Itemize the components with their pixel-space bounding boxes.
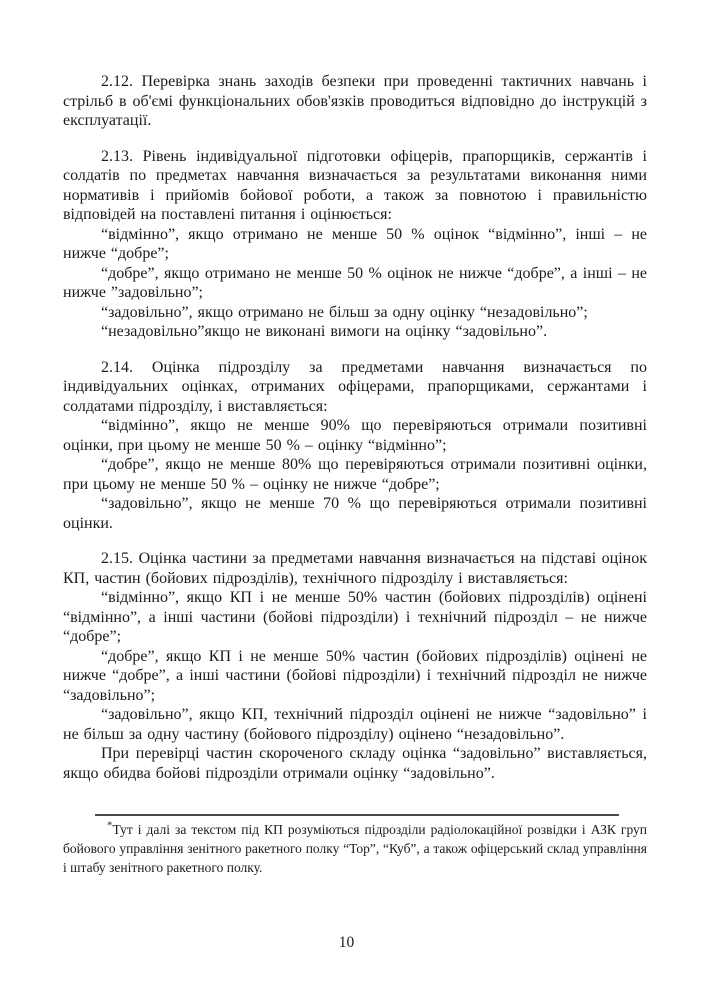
footnote-text bbox=[63, 820, 647, 877]
section-item-paragraph: “задовільно”, якщо КП, технічний підрозділ оцінені не нижче “задовільно” і не більш за одну частину (бойового підрозділу) оцінено “незадовільно”. bbox=[63, 706, 647, 743]
section-item-paragraph: “відмінно”, якщо отримано не менше 50 % оцінок “відмінно”, інші – не нижче “добре”; bbox=[63, 225, 647, 262]
document-section bbox=[63, 549, 647, 783]
footnote-separator bbox=[95, 814, 619, 816]
section-item-paragraph: При перевірці частин скороченого складу оцінка “задовільно” виставляється, якщо обидва бойові підрозділи отримали оцінку “задовільно”. bbox=[63, 745, 647, 782]
section-item-paragraph: “добре”, якщо отримано не менше 50 % оцінок не нижче “добре”, а інші – не нижче ”задовільно”; bbox=[63, 264, 647, 301]
footnote-body: Тут і далі за текстом під КП розуміються підрозділи радіолокаційної розвідки і АЗК груп бойового управління зенітного ракетного полку “Тор”, “Куб”, а також офіцерський склад управління і штабу зенітного ракетного полку. bbox=[63, 822, 647, 875]
page-number: 10 bbox=[338, 934, 355, 951]
section-item-paragraph: “відмінно”, якщо не менше 90% що перевіряються отримали позитивні оцінки, при цьому не менше 50 % – оцінку “відмінно”; bbox=[63, 417, 647, 454]
section-intro-paragraph: 2.14. Оцінка підрозділу за предметами навчання визначається по індивідуальних оцінках, отриманих офіцерами, прапорщиками, сержантами і солдатами підрозділу, і виставляється: bbox=[63, 358, 647, 415]
footnote bbox=[63, 814, 647, 877]
section-item-paragraph: “добре”, якщо КП і не менше 50% частин (бойових підрозділів) оцінені не нижче “добре”, а інші частини (бойові підрозділи) і технічний підрозділ не нижче “задовільно”; bbox=[63, 647, 647, 704]
section-intro-paragraph: 2.13. Рівень індивідуальної підготовки офіцерів, прапорщиків, сержантів і солдатів по предметах навчання визначається за результатами виконання ними нормативів і прийомів бойової роботи, а також за повнотою і правильністю відповідей на поставлені питання і оцінюється: bbox=[63, 147, 647, 223]
section-item-paragraph: “задовільно”, якщо не менше 70 % що перевіряються отримали позитивні оцінки. bbox=[63, 495, 647, 532]
document-section bbox=[63, 147, 647, 342]
section-item-paragraph: “задовільно”, якщо отримано не більш за одну оцінку “незадовільно”; bbox=[101, 303, 588, 321]
section-item-paragraph: “незадовільно”якщо не виконані вимоги на оцінку “задовільно”. bbox=[101, 323, 548, 340]
section-intro-paragraph: 2.12. Перевірка знань заходів безпеки при проведенні тактичних навчань і стрільб в об'ємі функціональних обов'язків проводиться відповідно до інструкцій з експлуатації. bbox=[63, 73, 647, 129]
document-body bbox=[63, 72, 647, 783]
document-section bbox=[63, 358, 647, 534]
section-item-paragraph: “відмінно”, якщо КП і не менше 50% частин (бойових підрозділів) оцінені “відмінно”, а інші частини (бойові підрозділи) і технічний підрозділ – не нижче “добре”; bbox=[63, 589, 647, 645]
document-section bbox=[63, 72, 647, 131]
section-intro-paragraph: 2.15. Оцінка частини за предметами навчання визначається на підставі оцінок КП, частин (бойових підрозділів), технічного підрозділу і виставляється: bbox=[63, 550, 647, 587]
footnote-marker: * bbox=[107, 819, 113, 832]
section-item-paragraph: “добре”, якщо не менше 80% що перевіряються отримали позитивні оцінки, при цьому не менше 50 % – оцінку не нижче “добре”; bbox=[63, 456, 647, 493]
